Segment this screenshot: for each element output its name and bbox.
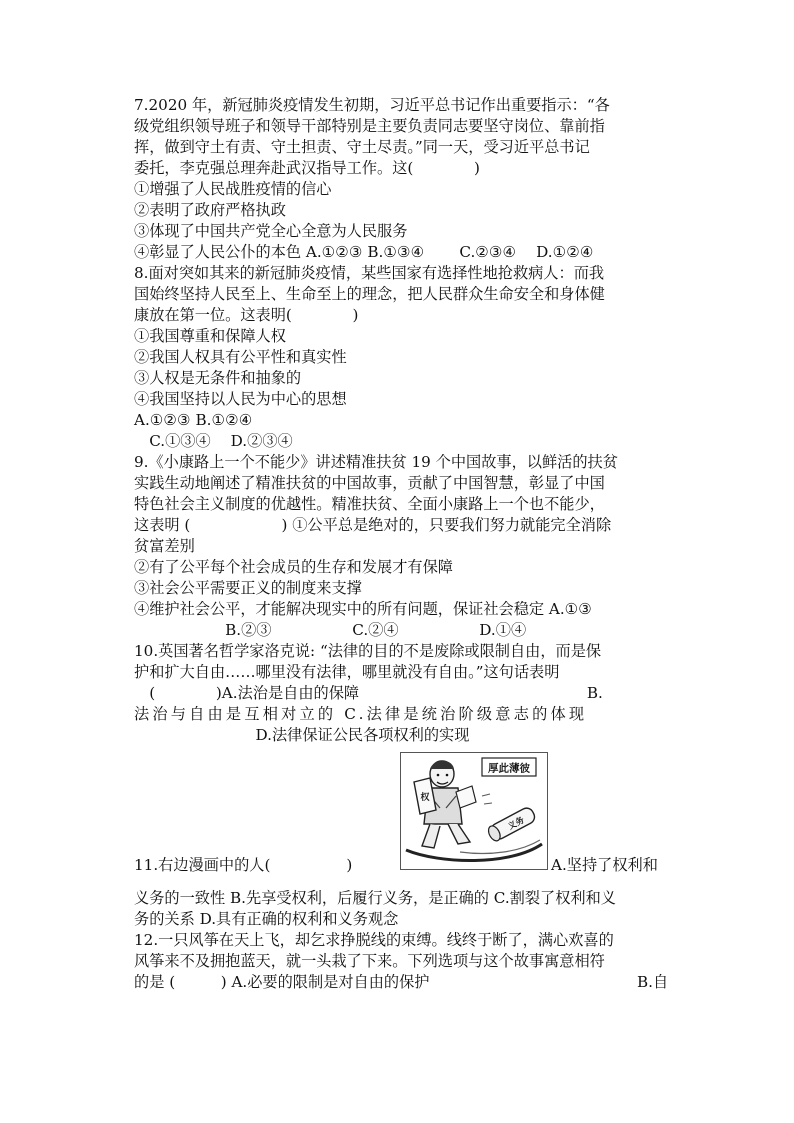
- q11-choice-a: A.坚持了权利和: [551, 856, 658, 874]
- q8-option-3: ③人权是无条件和抽象的: [134, 369, 302, 387]
- q8-choices-ab: A.①②③ B.①②④: [134, 411, 253, 429]
- q7-option-1: ①增强了人民战胜疫情的信心: [134, 180, 332, 198]
- q9-line-5: 贫富差别: [134, 537, 195, 555]
- q10-line-3: ( )A.法治是自由的保障 B.: [134, 684, 603, 702]
- q11-line-2: 义务的一致性 B.先享受权利，后履行义务，是正确的 C.割裂了权利和义: [134, 889, 616, 907]
- cartoon-title: 厚此薄彼: [488, 762, 530, 775]
- q7-line-3: 挥，做到守土有责、守土担责、守土尽责。”同一天，受习近平总书记: [134, 138, 590, 156]
- q8-line-1: 8.面对突如其来的新冠肺炎疫情，某些国家有选择性地抢救病人：而我: [134, 264, 605, 282]
- q9-option-4: ④维护社会公平，才能解决现实中的所有问题，保证社会稳定 A.①③: [134, 600, 592, 618]
- q7-line-2: 级党组织领导班子和领导干部特别是主要负责同志要坚守岗位、靠前指: [134, 117, 605, 135]
- q9-line-1: 9.《小康路上一个不能少》讲述精准扶贫 19 个中国故事，以鲜活的扶贫: [134, 453, 618, 471]
- q8-option-2: ②我国人权具有公平性和真实性: [134, 348, 347, 366]
- q9-line-4: 这表明 ( ) ①公平总是绝对的，只要我们努力就能完全消除: [134, 516, 612, 534]
- q10-line-1: 10.英国著名哲学家洛克说: “法律的目的不是废除或限制自由，而是保: [134, 642, 602, 660]
- q8-line-2: 国始终坚持人民至上、生命至上的理念，把人民群众生命安全和身体健: [134, 285, 605, 303]
- q7-line-4: 委托，李克强总理奔赴武汉指导工作。这( ): [134, 159, 480, 177]
- q10-line-5: D.法律保证公民各项权利的实现: [134, 726, 470, 744]
- q7-line-1: 7.2020 年，新冠肺炎疫情发生初期，习近平总书记作出重要指示：“各: [134, 96, 610, 114]
- q12-line-1: 12.一只风筝在天上飞，却乞求挣脱线的束缚。线终于断了，满心欢喜的: [134, 931, 614, 949]
- q8-line-3: 康放在第一位。这表明( ): [134, 306, 359, 324]
- q10-line-2: 护和扩大自由……哪里没有法律，哪里就没有自由。”这句话表明: [134, 663, 560, 681]
- cartoon-rights-label: 权: [420, 793, 430, 803]
- q7-option-4-choices: ④彰显了人民公仆的本色 A.①②③ B.①③④ C.②③④ D.①②④: [134, 243, 594, 261]
- cartoon-duties-label: 义务: [506, 815, 527, 833]
- q9-line-3: 特色社会主义制度的优越性。精准扶贫、全面小康路上一个也不能少，: [134, 495, 605, 513]
- cartoon-image: [400, 752, 548, 870]
- q9-line-2: 实践生动地阐述了精准扶贫的中国故事，贡献了中国智慧，彰显了中国: [134, 474, 605, 492]
- q11-line-3: 务的关系 D.具有正确的权利和义务观念: [134, 910, 399, 928]
- q9-choices: B.②③ C.②④ D.①④: [134, 621, 527, 639]
- q11-line-1: 11.右边漫画中的人( ): [134, 856, 353, 874]
- q10-line-4: 法治与自由是互相对立的 C.法律是统治阶级意志的体现: [134, 705, 588, 723]
- q8-choices-cd: C.①③④ D.②③④: [134, 432, 293, 450]
- q7-option-3: ③体现了中国共产党全心全意为人民服务: [134, 222, 408, 240]
- q12-line-3: 的是 ( ) A.必要的限制是对自由的保护: [134, 973, 430, 991]
- q8-option-4: ④我国坚持以人民为中心的思想: [134, 390, 347, 408]
- q12-line-2: 风筝来不及拥抱蓝天，就一头栽了下来。下列选项与这个故事寓意相符: [134, 952, 605, 970]
- q9-option-2: ②有了公平每个社会成员的生存和发展才有保障: [134, 558, 453, 576]
- q7-option-2: ②表明了政府严格执政: [134, 201, 286, 219]
- q12-choice-b: B.自: [637, 973, 669, 991]
- q9-option-3: ③社会公平需要正义的制度来支撑: [134, 579, 362, 597]
- q8-option-1: ①我国尊重和保障人权: [134, 327, 286, 345]
